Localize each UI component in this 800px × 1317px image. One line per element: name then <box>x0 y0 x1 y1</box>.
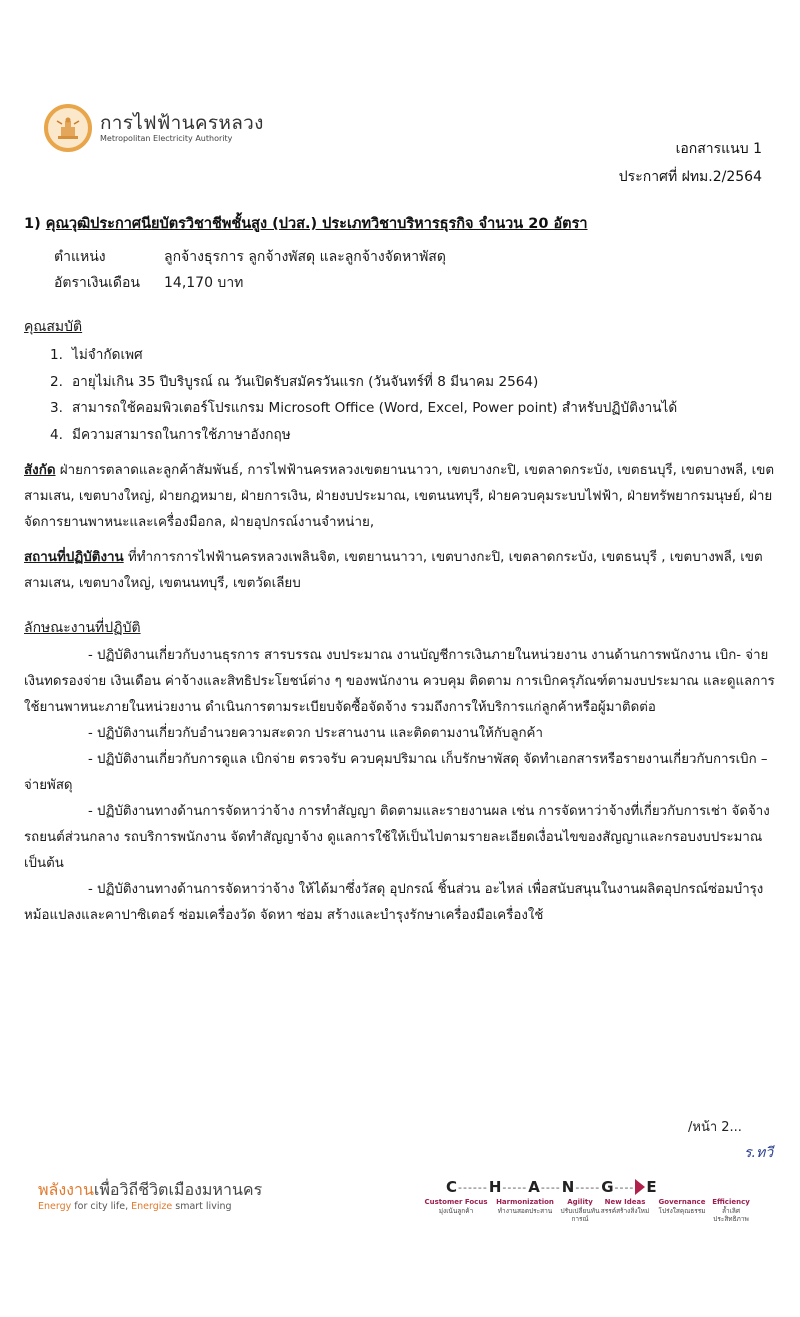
workplace-label: สถานที่ปฏิบัติงาน <box>24 550 124 565</box>
section-title-text: คุณวุฒิประกาศนียบัตรวิชาชีพชั้นสูง (ปวส.) ประเภทวิชาบริหารธุรกิจ จำนวน 20 อัตรา <box>45 216 588 232</box>
affiliation-text: ฝ่ายการตลาดและลูกค้าสัมพันธ์, การไฟฟ้านครหลวงเขตยานนาวา, เขตบางกะปิ, เขตลาดกระบัง, เขตธนบุรี, เขตบางพลี, เขตสามเสน, เขตบางใหญ่, ฝ่ายกฎหมาย, ฝ่ายการเงิน, ฝ่ายงบประมาณ, เขตนนทบุรี, ฝ่ายควบคุมระบบไฟฟ้า, ฝ่ายทรัพยากรมนุษย์, ฝ่ายจัดการยานพาหนะและเครื่องมือกล, ฝ่ายอุปกรณ์งานจำหน่าย, <box>24 463 775 530</box>
change-item: New Ideas สรรค์สร้างสิ่งใหม่ <box>600 1198 650 1215</box>
section-title <box>24 212 588 235</box>
change-item: Governance โปร่งใสคุณธรรม <box>658 1198 706 1215</box>
next-page-marker: /หน้า 2... <box>688 1120 742 1135</box>
attachment-label: เอกสารแนบ 1 <box>675 141 762 157</box>
qualifications-heading: คุณสมบัติ <box>24 319 83 335</box>
affiliation-label: สังกัด <box>24 463 56 478</box>
list-item: 3. สามารถใช้คอมพิวเตอร์โปรแกรม Microsoft Office (Word, Excel, Power point) สำหรับปฏิบัติงานได้ <box>50 400 678 416</box>
duties-list <box>24 643 784 929</box>
list-item: 4. มีความสามารถในการใช้ภาษาอังกฤษ <box>50 426 291 443</box>
position-value: ลูกจ้างธุรการ ลูกจ้างพัสดุ และลูกจ้างจัดหาพัสดุ <box>164 249 446 265</box>
workplace-text: ที่ทำการการไฟฟ้านครหลวงเพลินจิต, เขตยานนาวา, เขตบางกะปิ, เขตลาดกระบัง, เขตธนบุรี , เขตบางพลี, เขตสามเสน, เขตบางใหญ่, เขตนนทบุรี, เขตวัดเลียบ <box>24 550 763 591</box>
salary-row <box>54 272 243 294</box>
position-label: ตำแหน่ง <box>54 249 106 265</box>
salary-value: 14,170 บาท <box>164 275 244 291</box>
section-number: 1) <box>24 216 41 232</box>
slogan <box>38 1180 262 1213</box>
duty-item: - ปฏิบัติงานเกี่ยวกับการดูแล เบิกจ่าย ตรวจรับ ควบคุมปริมาณ เก็บรักษาพัสดุ จัดทำเอกสารหรือรายงานเกี่ยวกับการเบิก – จ่ายพัสดุ <box>24 752 768 793</box>
announcement-ref: ประกาศที่ ฝทม.2/2564 <box>618 169 762 185</box>
change-letters: C ------ H ----- A ---- N ----- G ---- E <box>446 1178 657 1196</box>
change-item: Harmonization ทำงานสอดประสาน <box>496 1198 554 1215</box>
arrow-icon <box>635 1179 645 1195</box>
salary-label: อัตราเงินเดือน <box>54 275 140 291</box>
mea-emblem-icon <box>44 104 92 152</box>
org-logo <box>44 104 264 152</box>
handwritten-initials: ร.ทวี <box>744 1145 774 1161</box>
slogan-en: Energy for city life, Energize smart living <box>38 1201 232 1212</box>
duty-item: - ปฏิบัติงานทางด้านการจัดหาว่าจ้าง การทำสัญญา ติดตามและรายงานผล เช่น การจัดหาว่าจ้างที่เกี่ยวกับการเช่า จัดจ้างรถยนต์ส่วนกลาง รถบริการพนักงาน จัดทำสัญญาจ้าง ดูแลการใช้ให้เป็นไปตามรายละเอียดเงื่อนไขของสัญญาและกรอบงบประมาณ เป็นต้น <box>24 804 770 871</box>
change-values-logo <box>424 1178 764 1238</box>
org-name-en: Metropolitan Electricity Authority <box>100 134 233 143</box>
duty-item: - ปฏิบัติงานเกี่ยวกับงานธุรการ สารบรรณ งบประมาณ งานบัญชีการเงินภายในหน่วยงาน งานด้านการพนักงาน เบิก- จ่ายเงินทดรองจ่าย เงินเดือน ค่าจ้างและสิทธิประโยชน์ต่าง ๆ ของพนักงาน ควบคุม ติดตาม การเบิกครุภัณฑ์ตามงบประมาณ และดูแลการใช้ยานพาหนะภายในหน่วยงาน ดำเนินการตามระเบียบจัดซื้อจัดจ้าง รวมถึงการให้บริการแก่ลูกค้าหรือผู้มาติดต่อ <box>24 648 775 715</box>
duty-item: - ปฏิบัติงานทางด้านการจัดหาว่าจ้าง ให้ได้มาซึ่งวัสดุ อุปกรณ์ ชิ้นส่วน อะไหล่ เพื่อสนับสนุนในงานผลิตอุปกรณ์ซ่อมบำรุงหม้อแปลงและคาปาซิเตอร์ ซ่อมเครื่องวัด จัดหา ซ่อม สร้างและบำรุงรักษาเครื่องมือเครื่องใช้ <box>24 882 764 923</box>
org-name-th: การไฟฟ้านครหลวง <box>100 112 264 134</box>
position-row <box>54 246 446 268</box>
affiliation-paragraph <box>24 458 780 536</box>
change-item: Customer Focus มุ่งเน้นลูกค้า <box>424 1198 488 1215</box>
change-item: Agility ปรับเปลี่ยนทันการณ์ <box>560 1198 600 1223</box>
change-item: Efficiency ล้ำเลิศประสิทธิภาพ <box>712 1198 750 1223</box>
duty-item: - ปฏิบัติงานเกี่ยวกับอำนวยความสะดวก ประสานงาน และติดตามงานให้กับลูกค้า <box>88 726 543 741</box>
slogan-th: พลังงานเพื่อวิถีชีวิตเมืองมหานคร <box>38 1180 263 1199</box>
qualifications-list <box>50 342 677 448</box>
list-item: 2. อายุไม่เกิน 35 ปีบริบูรณ์ ณ วันเปิดรับสมัครวันแรก (วันจันทร์ที่ 8 มีนาคม 2564) <box>50 373 539 390</box>
duties-heading: ลักษณะงานที่ปฏิบัติ <box>24 620 141 636</box>
list-item: 1. ไม่จำกัดเพศ <box>50 347 143 363</box>
workplace-paragraph <box>24 545 780 597</box>
